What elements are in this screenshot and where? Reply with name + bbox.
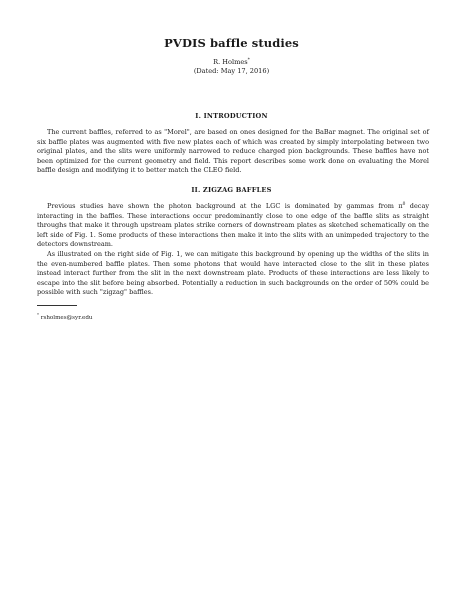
author-line bbox=[0, 58, 463, 66]
author-name: R. Holmes bbox=[213, 58, 248, 67]
author-footnote-mark: * bbox=[247, 58, 250, 63]
footnote bbox=[37, 312, 93, 321]
zigzag-paragraph-2: As illustrated on the right side of Fig. 1, we can mitigate this background by opening up the widths of the slits in the even-numbered baffle plates. Then some photons that would have interacted close to the slit in these plates instead interact further from the slit in the next downstream plate. Products of these interactions are less likely to escape into the slit before being absorbed. Potentially a reduction in such backgrounds on the order of 50% could be possible with such "zigzag" baffles. bbox=[37, 250, 429, 296]
dated-line: (Dated: May 17, 2016) bbox=[193, 67, 270, 75]
introduction-paragraph: The current baffles, referred to as "Morel", are based on ones designed for the BaBar magnet. The original set of six baffle plates was augmented with five new plates each of which was created by simply interpolating between two original plates, and the slits were uniformly narrowed to reduce charged pion backgrounds. These baffles have not been optimized for the current geometry and field. This report describes some work done on evaluating the Morel baffle design and modifying it to better match the CLEO field. bbox=[37, 128, 429, 174]
zigzag-paragraph-1-text-b: decay interacting in the baffles. These interactions occur predominantly close to one edge of the baffle slits as straight throughs that make it through upstream plates strike corners of downstream plates as sketched schematically on the left side of Fig. 1. Some products of these interactions then make it into the slits with an unimpeded trajectory to the detectors downstream. bbox=[37, 202, 429, 248]
zigzag-paragraph-1-text-a: Previous studies have shown the photon background at the LGC is dominated by gammas from π bbox=[47, 202, 403, 210]
paper-title: PVDIS baffle studies bbox=[164, 36, 299, 50]
footnote-mark: * bbox=[37, 312, 39, 317]
zigzag-paragraph-1 bbox=[37, 202, 429, 250]
section-heading-introduction: I. INTRODUCTION bbox=[195, 112, 268, 120]
footnote-rule bbox=[37, 305, 77, 306]
footnote-email: rsholmes@syr.edu bbox=[40, 314, 93, 321]
pi-zero-superscript: 0 bbox=[402, 201, 406, 207]
section-heading-zigzag-baffles: II. ZIGZAG BAFFLES bbox=[191, 186, 272, 194]
